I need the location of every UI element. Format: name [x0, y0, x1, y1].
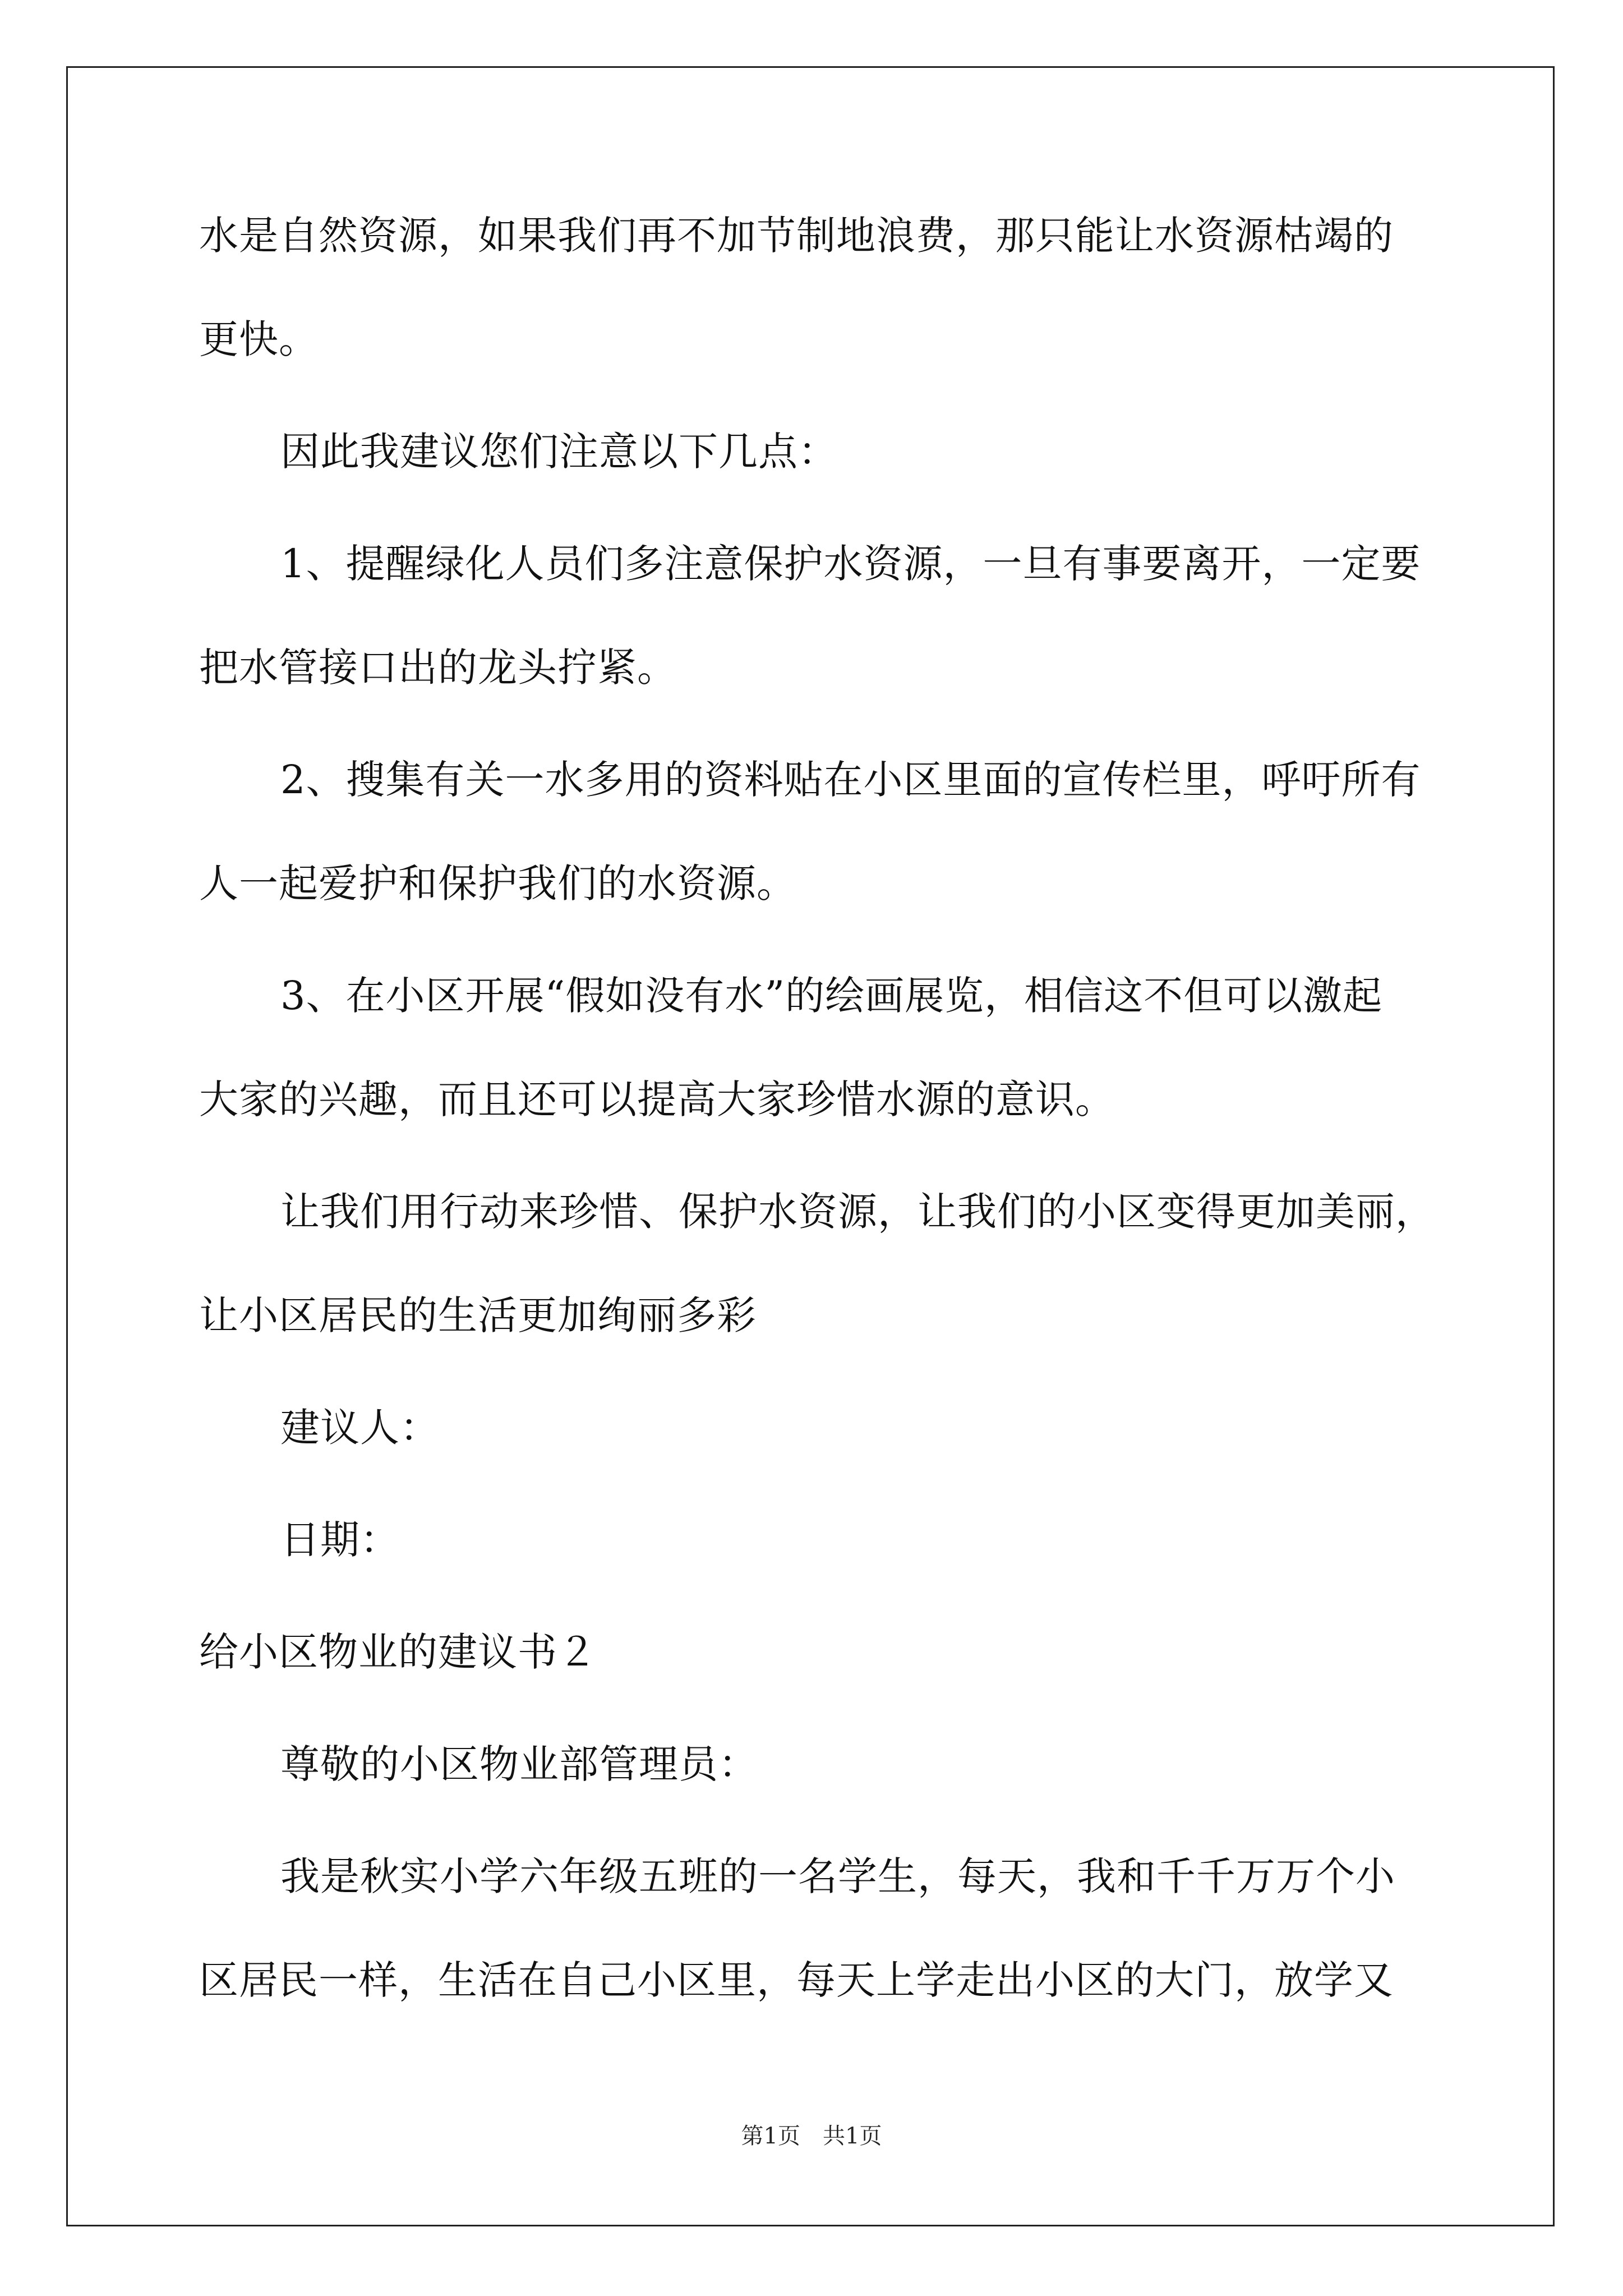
salutation: 尊敬的小区物业部管理员： [280, 1741, 758, 1787]
paragraph-line: 大家的兴趣，而且还可以提高大家珍惜水源的意识。 [199, 1076, 1115, 1122]
paragraph-line: 因此我建议您们注意以下几点： [280, 429, 838, 475]
paragraph-line: 把水管接口出的龙头拧紧。 [199, 645, 677, 691]
paragraph-line: 更快。 [199, 316, 319, 362]
page-number: 第1页 [741, 2123, 800, 2149]
paragraph-line: 让小区居民的生活更加绚丽多彩 [199, 1292, 757, 1338]
paragraph-line: 1、提醒绿化人员们多注意保护水资源，一旦有事要离开，一定要 [280, 541, 1421, 587]
page-total: 共1页 [823, 2123, 882, 2149]
paragraph-line: 我是秋实小学六年级五班的一名学生，每天，我和千千万万个小 [280, 1853, 1395, 1899]
page-footer [0, 2119, 1623, 2153]
paragraph-line: 2、搜集有关一水多用的资料贴在小区里面的宣传栏里，呼吁所有 [280, 757, 1421, 803]
paragraph-line: 人一起爱护和保护我们的水资源。 [199, 861, 796, 907]
section-heading: 给小区物业的建议书２ [199, 1629, 597, 1675]
signature-label: 建议人： [280, 1405, 440, 1451]
paragraph-line: 让我们用行动来珍惜、保护水资源，让我们的小区变得更加美丽， [280, 1189, 1435, 1235]
paragraph-line: 水是自然资源，如果我们再不加节制地浪费，那只能让水资源枯竭的 [199, 213, 1394, 259]
paragraph-line: 区居民一样，生活在自己小区里，每天上学走出小区的大门，放学又 [199, 1957, 1394, 2003]
paragraph-line: 3、在小区开展“假如没有水”的绘画展览，相信这不但可以激起 [280, 973, 1383, 1019]
date-label: 日期： [280, 1517, 400, 1563]
